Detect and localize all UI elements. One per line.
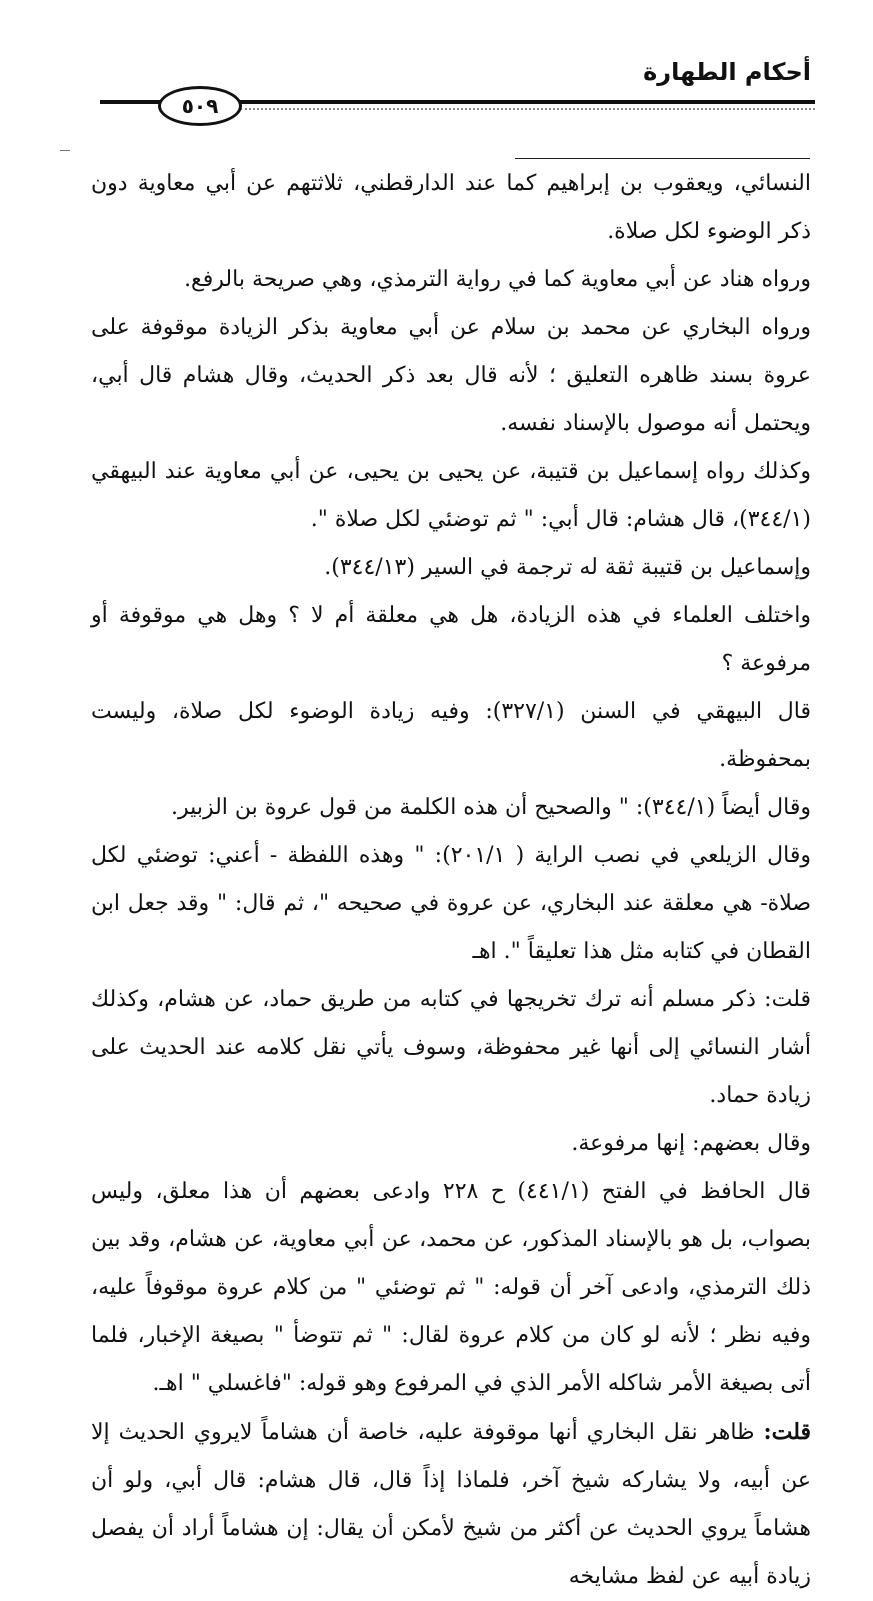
paragraph: ورواه البخاري عن محمد بن سلام عن أبي معاوية بذكر الزيادة موقوفة على عروة بسند ظاهره التعليق ؛ لأنه قال بعد ذكر الحديث، وقال هشام قال أبي، ويحتمل أنه موصول بالإسناد نفسه.: [91, 315, 811, 436]
paragraph: واختلف العلماء في هذه الزيادة، هل هي معلقة أم لا ؟ وهل هي موقوفة أو مرفوعة ؟: [91, 603, 811, 676]
paragraph: وقال أيضاً (٣٤٤/١): " والصحيح أن هذه الكلمة من قول عروة بن الزبير.: [171, 795, 811, 820]
qult-lead: قلت:: [763, 1419, 811, 1445]
text-separator-rule: [515, 158, 810, 159]
body-text: [91, 160, 811, 1601]
paragraph: ورواه هناد عن أبي معاوية كما في رواية الترمذي، وهي صريحة بالرفع.: [184, 267, 811, 292]
header-rule-dotted: [240, 108, 815, 111]
paragraph: وقال بعضهم: إنها مرفوعة.: [571, 1131, 811, 1156]
paragraph: قال الحافظ في الفتح (٤٤١/١) ح ٢٢٨ وادعى بعضهم أن هذا معلق، وليس بصواب، بل هو بالإسناد المذكور، عن محمد، عن أبي معاوية، عن هشام، وقد بين ذلك الترمذي، وادعى آخر أن قوله: " ثم توضئي " من كلام عروة موقوفاً عليه، وفيه نظر ؛ لأنه لو كان من كلام عروة لقال: " ثم تتوضأ " بصيغة الإخبار، فلما أتى بصيغة الأمر شاكله الأمر الذي في المرفوع وهو قوله: "فاغسلي " اهـ.: [91, 1179, 811, 1396]
paragraph: قال البيهقي في السنن (٣٢٧/١): وفيه زيادة الوضوء لكل صلاة، وليست بمحفوظة.: [91, 699, 812, 772]
paragraph: النسائي، ويعقوب بن إبراهيم كما عند الدارقطني، ثلاثتهم عن أبي معاوية دون ذكر الوضوء لكل صلاة.: [91, 171, 811, 244]
paragraph-last-text: ظاهر نقل البخاري أنها موقوفة عليه، خاصة أن هشاماً لايروي الحديث إلا عن أبيه، ولا يشاركه شيخ آخر، فلماذا إذاً قال، قال هشام: قال أبي، ولو أن هشاماً يروي الحديث عن أكثر من شيخ لأمكن أن يقال: إن هشاماً أراد أن يفصل زيادة أبيه عن لفظ مشايخه: [91, 1420, 811, 1589]
margin-mark: [60, 150, 70, 151]
paragraph: قلت: ذكر مسلم أنه ترك تخريجها في كتابه من طريق حماد، عن هشام، وكذلك أشار النسائي إلى أنها غير محفوظة، وسوف يأتي نقل كلامه عند الحديث على زيادة حماد.: [91, 987, 811, 1108]
paragraph: وكذلك رواه إسماعيل بن قتيبة، عن يحيى بن يحيى، عن أبي معاوية عند البيهقي (٣٤٤/١)، قال هشام: قال أبي: " ثم توضئي لكل صلاة ".: [91, 459, 811, 532]
paragraph: وإسماعيل بن قتيبة ثقة له ترجمة في السير (٣٤٤/١٣).: [324, 555, 811, 580]
running-title: أحكام الطهارة: [643, 58, 811, 86]
paragraph: وقال الزيلعي في نصب الراية ( ٢٠١/١): " وهذه اللفظة - أعني: توضئي لكل صلاة- هي معلقة عند البخاري، عن عروة في صحيحه "، ثم قال: " وقد جعل ابن القطان في كتابه مثل هذا تعليقاً ". اهـ: [91, 843, 812, 964]
paragraph-last: [91, 1408, 811, 1601]
page-number: ٥٠٩: [158, 86, 242, 126]
